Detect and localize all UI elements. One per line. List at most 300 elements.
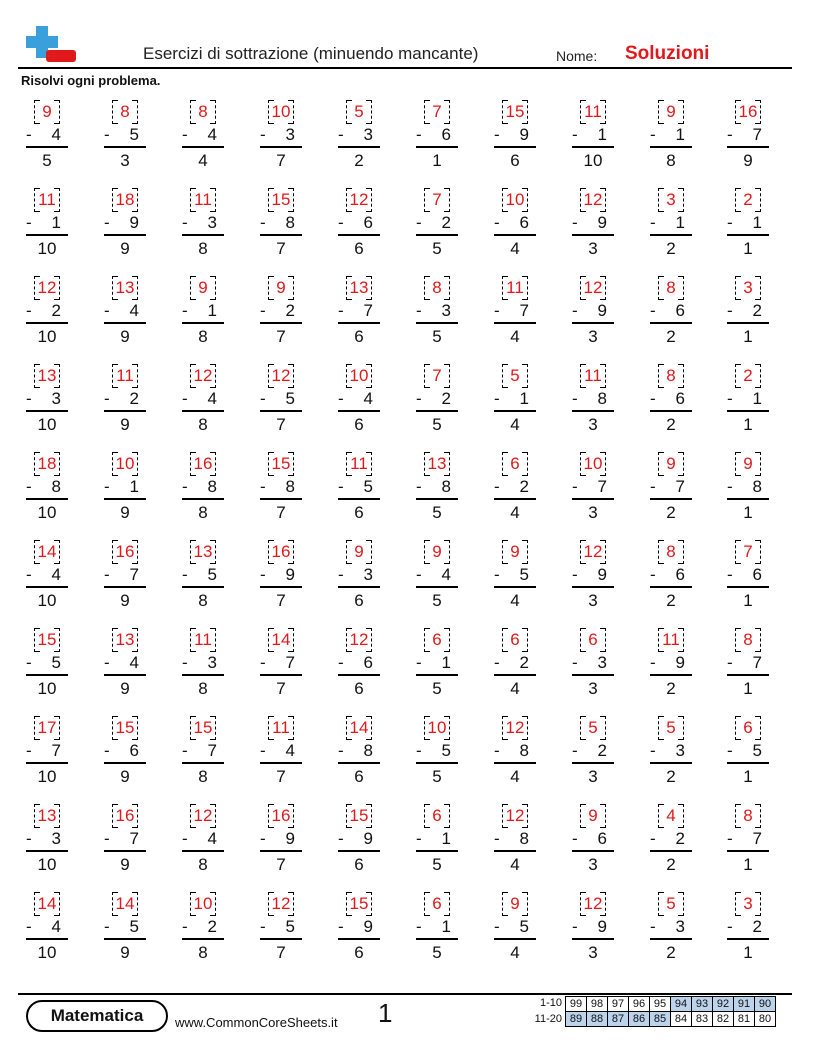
result-line: [494, 850, 536, 852]
minus-sign: -: [260, 917, 266, 936]
minus-sign: -: [104, 301, 110, 320]
difference: 10: [37, 679, 57, 698]
header-divider: [18, 67, 792, 69]
answer-box: [34, 100, 60, 126]
answer-minuend: 8: [120, 102, 130, 121]
problem: [260, 364, 302, 444]
subtrahend: 3: [207, 213, 217, 232]
answer-minuend: 11: [272, 718, 290, 737]
minus-sign: -: [650, 213, 656, 232]
answer-minuend: 6: [432, 806, 442, 825]
subtrahend: 5: [519, 917, 529, 936]
problem: [727, 276, 769, 356]
minus-sign: -: [182, 917, 188, 936]
difference: 5: [432, 943, 442, 962]
problem: [572, 188, 614, 268]
answer-box: [424, 276, 450, 302]
minus-sign: -: [182, 477, 188, 496]
difference: 4: [510, 415, 520, 434]
difference: 9: [120, 327, 130, 346]
result-line: [572, 762, 614, 764]
difference: 8: [198, 327, 208, 346]
subtrahend: 2: [441, 213, 451, 232]
answer-minuend: 5: [588, 718, 598, 737]
result-line: [260, 762, 302, 764]
result-line: [338, 322, 380, 324]
answer-box: [424, 452, 450, 478]
result-line: [338, 674, 380, 676]
minus-sign: -: [260, 565, 266, 584]
problem: [416, 804, 458, 884]
subtrahend: 4: [207, 829, 217, 848]
answer-minuend: 5: [666, 718, 676, 737]
score-cell: 88: [587, 1012, 608, 1027]
minus-sign: -: [338, 125, 344, 144]
difference: 9: [120, 591, 130, 610]
answer-box: [502, 100, 528, 126]
answer-box: [735, 452, 761, 478]
answer-box: [424, 628, 450, 654]
minus-sign: -: [416, 653, 422, 672]
subtrahend: 8: [752, 477, 762, 496]
subtrahend: 9: [597, 301, 607, 320]
problem: [727, 100, 769, 180]
answer-box: [190, 628, 216, 654]
result-line: [494, 234, 536, 236]
minus-sign: -: [260, 477, 266, 496]
minus-sign: -: [260, 653, 266, 672]
difference: 10: [37, 855, 57, 874]
answer-minuend: 10: [271, 102, 291, 121]
result-line: [416, 146, 458, 148]
subtrahend: 5: [129, 917, 139, 936]
answer-minuend: 10: [583, 454, 603, 473]
problem: [727, 892, 769, 972]
minus-sign: -: [338, 477, 344, 496]
difference: 10: [37, 503, 57, 522]
problem: [260, 892, 302, 972]
answer-box: [346, 716, 372, 742]
answer-box: [580, 188, 606, 214]
result-line: [727, 498, 769, 500]
answer-box: [658, 716, 684, 742]
problem: [104, 716, 146, 796]
answer-minuend: 11: [506, 278, 524, 297]
minus-sign: -: [494, 125, 500, 144]
problem: [650, 364, 692, 444]
minus-sign: -: [26, 741, 32, 760]
problem: [104, 628, 146, 708]
difference: 1: [743, 327, 753, 346]
problem: [416, 716, 458, 796]
answer-minuend: 15: [271, 190, 291, 209]
answer-minuend: 8: [666, 278, 676, 297]
answer-minuend: 3: [743, 278, 753, 297]
answer-minuend: 15: [271, 454, 291, 473]
problem: [26, 628, 68, 708]
answer-minuend: 9: [666, 102, 676, 121]
answer-minuend: 16: [115, 806, 135, 825]
subtrahend: 6: [441, 125, 451, 144]
minus-sign: -: [727, 653, 733, 672]
minus-sign: -: [416, 565, 422, 584]
difference: 10: [37, 943, 57, 962]
answer-box: [34, 716, 60, 742]
minus-sign: -: [260, 829, 266, 848]
problem: [104, 452, 146, 532]
problem: [494, 716, 536, 796]
difference: 8: [198, 679, 208, 698]
result-line: [338, 498, 380, 500]
answer-box: [346, 276, 372, 302]
minus-sign: -: [26, 653, 32, 672]
score-cell: 89: [566, 1012, 587, 1027]
answer-box: [34, 452, 60, 478]
result-line: [182, 322, 224, 324]
result-line: [260, 410, 302, 412]
score-cell: 84: [671, 1012, 692, 1027]
problem: [494, 628, 536, 708]
difference: 1: [743, 943, 753, 962]
result-line: [260, 146, 302, 148]
score-row-label: 11-20: [534, 1013, 562, 1025]
score-cell: 87: [608, 1012, 629, 1027]
score-row-label: 1-10: [539, 997, 562, 1009]
answer-minuend: 4: [666, 806, 676, 825]
problem: [650, 716, 692, 796]
answer-minuend: 7: [432, 190, 442, 209]
answer-minuend: 12: [193, 806, 213, 825]
problem: [26, 540, 68, 620]
answer-minuend: 13: [115, 278, 135, 297]
minus-sign: -: [494, 565, 500, 584]
minus-sign: -: [494, 917, 500, 936]
answer-minuend: 6: [743, 718, 753, 737]
minus-sign: -: [26, 301, 32, 320]
result-line: [650, 322, 692, 324]
answer-minuend: 5: [666, 894, 676, 913]
subtrahend: 5: [363, 477, 373, 496]
subtrahend: 3: [363, 565, 373, 584]
difference: 9: [120, 855, 130, 874]
problem: [260, 276, 302, 356]
subtrahend: 4: [51, 917, 61, 936]
minus-sign: -: [572, 477, 578, 496]
minus-sign: -: [650, 741, 656, 760]
minus-sign: -: [727, 213, 733, 232]
result-line: [338, 234, 380, 236]
answer-minuend: 6: [588, 630, 598, 649]
minus-sign: -: [104, 565, 110, 584]
result-line: [727, 762, 769, 764]
subtrahend: 7: [129, 829, 139, 848]
answer-minuend: 3: [743, 894, 753, 913]
result-line: [182, 146, 224, 148]
subtrahend: 1: [752, 389, 762, 408]
difference: 7: [276, 239, 286, 258]
problem: [26, 188, 68, 268]
problem: [104, 364, 146, 444]
difference: 2: [666, 591, 676, 610]
subtrahend: 7: [752, 125, 762, 144]
answer-minuend: 18: [37, 454, 57, 473]
answer-minuend: 9: [198, 278, 208, 297]
difference: 3: [588, 943, 598, 962]
answer-minuend: 11: [194, 190, 212, 209]
problem: [338, 188, 380, 268]
difference: 9: [743, 151, 753, 170]
result-line: [416, 322, 458, 324]
answer-box: [346, 540, 372, 566]
minus-sign: -: [104, 389, 110, 408]
problem: [104, 892, 146, 972]
problem: [338, 452, 380, 532]
result-line: [182, 234, 224, 236]
subtrahend: 8: [519, 829, 529, 848]
problem: [104, 188, 146, 268]
subtrahend: 9: [285, 829, 295, 848]
answer-box: [502, 364, 528, 390]
problem: [182, 804, 224, 884]
subtrahend: 3: [675, 917, 685, 936]
result-line: [572, 410, 614, 412]
answer-minuend: 9: [510, 894, 520, 913]
result-line: [182, 586, 224, 588]
answer-minuend: 14: [37, 894, 57, 913]
result-line: [650, 146, 692, 148]
result-line: [494, 762, 536, 764]
problem: [572, 100, 614, 180]
answer-minuend: 13: [115, 630, 135, 649]
problem: [26, 452, 68, 532]
score-cell: 98: [587, 997, 608, 1012]
answer-minuend: 12: [505, 718, 525, 737]
page-title: Esercizi di sottrazione (minuendo mancante): [143, 44, 479, 63]
answer-minuend: 15: [193, 718, 213, 737]
minus-sign: -: [650, 389, 656, 408]
result-line: [416, 674, 458, 676]
problem: [650, 892, 692, 972]
problem-grid: [0, 100, 816, 980]
problem: [182, 276, 224, 356]
difference: 2: [666, 679, 676, 698]
answer-minuend: 13: [37, 806, 57, 825]
minus-sign: -: [104, 653, 110, 672]
subtrahend: 9: [363, 917, 373, 936]
answer-box: [502, 804, 528, 830]
result-line: [572, 674, 614, 676]
problem: [182, 628, 224, 708]
minus-sign: -: [260, 741, 266, 760]
difference: 5: [432, 327, 442, 346]
problem: [494, 188, 536, 268]
difference: 3: [588, 239, 598, 258]
problem: [26, 804, 68, 884]
result-line: [650, 762, 692, 764]
subtrahend: 4: [51, 565, 61, 584]
minus-sign: -: [650, 829, 656, 848]
result-line: [727, 322, 769, 324]
answer-box: [112, 804, 138, 830]
result-line: [416, 586, 458, 588]
answer-box: [658, 364, 684, 390]
difference: 4: [510, 767, 520, 786]
minus-sign: -: [572, 829, 578, 848]
subtrahend: 7: [285, 653, 295, 672]
page-number: 1: [378, 998, 393, 1028]
difference: 5: [432, 767, 442, 786]
answer-minuend: 6: [510, 630, 520, 649]
answer-minuend: 12: [193, 366, 213, 385]
subtrahend: 4: [363, 389, 373, 408]
answer-minuend: 7: [743, 542, 753, 561]
subtrahend: 2: [51, 301, 61, 320]
subtrahend: 3: [441, 301, 451, 320]
answer-minuend: 16: [271, 806, 291, 825]
result-line: [26, 762, 68, 764]
problem: [494, 540, 536, 620]
subtrahend: 6: [519, 213, 529, 232]
minus-sign: -: [260, 213, 266, 232]
answer-box: [190, 540, 216, 566]
score-table: [565, 996, 776, 1027]
subtrahend: 3: [285, 125, 295, 144]
result-line: [104, 586, 146, 588]
minus-sign: -: [338, 389, 344, 408]
difference: 1: [743, 239, 753, 258]
answer-box: [502, 452, 528, 478]
result-line: [260, 850, 302, 852]
problem: [494, 892, 536, 972]
subtrahend: 1: [675, 213, 685, 232]
answer-box: [658, 804, 684, 830]
minus-sign: -: [182, 301, 188, 320]
subtrahend: 6: [597, 829, 607, 848]
difference: 3: [588, 327, 598, 346]
answer-box: [658, 540, 684, 566]
subtrahend: 5: [285, 917, 295, 936]
problem: [104, 804, 146, 884]
difference: 6: [354, 943, 364, 962]
problem: [338, 540, 380, 620]
minus-sign: -: [494, 213, 500, 232]
result-line: [572, 586, 614, 588]
minus-sign: -: [416, 477, 422, 496]
answer-minuend: 12: [349, 190, 369, 209]
problem: [338, 804, 380, 884]
subtrahend: 2: [597, 741, 607, 760]
result-line: [572, 234, 614, 236]
score-cell: 83: [692, 1012, 713, 1027]
answer-box: [112, 628, 138, 654]
answer-box: [346, 100, 372, 126]
answer-minuend: 12: [271, 894, 291, 913]
difference: 10: [583, 151, 603, 170]
answer-box: [112, 188, 138, 214]
subtrahend: 4: [207, 389, 217, 408]
difference: 6: [354, 415, 364, 434]
minus-sign: -: [26, 389, 32, 408]
subtrahend: 8: [285, 477, 295, 496]
answer-minuend: 6: [432, 894, 442, 913]
problem: [727, 540, 769, 620]
problem: [650, 188, 692, 268]
subtrahend: 9: [675, 653, 685, 672]
result-line: [650, 938, 692, 940]
problem: [26, 100, 68, 180]
problem: [572, 364, 614, 444]
result-line: [260, 938, 302, 940]
answer-minuend: 10: [115, 454, 135, 473]
subtrahend: 7: [129, 565, 139, 584]
difference: 2: [354, 151, 364, 170]
answer-minuend: 8: [743, 630, 753, 649]
problem: [416, 276, 458, 356]
answer-box: [34, 188, 60, 214]
answer-box: [190, 100, 216, 126]
problem: [338, 100, 380, 180]
score-cell: 94: [671, 997, 692, 1012]
result-line: [182, 938, 224, 940]
answer-box: [502, 892, 528, 918]
minus-sign: -: [650, 917, 656, 936]
answer-box: [190, 364, 216, 390]
instructions: Risolvi ogni problema.: [21, 73, 161, 88]
problem: [260, 452, 302, 532]
minus-sign: -: [494, 829, 500, 848]
answer-minuend: 10: [505, 190, 525, 209]
answer-box: [424, 716, 450, 742]
subtrahend: 3: [597, 653, 607, 672]
answer-box: [658, 892, 684, 918]
subtrahend: 1: [129, 477, 139, 496]
difference: 5: [432, 415, 442, 434]
answer-box: [735, 892, 761, 918]
result-line: [26, 234, 68, 236]
problem: [650, 100, 692, 180]
difference: 2: [666, 239, 676, 258]
difference: 9: [120, 943, 130, 962]
answer-minuend: 11: [584, 102, 602, 121]
difference: 7: [276, 591, 286, 610]
subtrahend: 9: [597, 213, 607, 232]
result-line: [494, 674, 536, 676]
subtrahend: 5: [752, 741, 762, 760]
difference: 1: [743, 503, 753, 522]
difference: 7: [276, 679, 286, 698]
result-line: [104, 322, 146, 324]
footer-divider: [18, 993, 792, 995]
difference: 1: [743, 415, 753, 434]
problem: [650, 276, 692, 356]
subtrahend: 8: [597, 389, 607, 408]
difference: 9: [120, 239, 130, 258]
score-cell: 80: [755, 1012, 776, 1027]
answer-box: [580, 452, 606, 478]
subtrahend: 9: [597, 917, 607, 936]
difference: 8: [198, 239, 208, 258]
minus-sign: -: [26, 917, 32, 936]
answer-minuend: 9: [588, 806, 598, 825]
difference: 6: [354, 591, 364, 610]
minus-sign: -: [182, 741, 188, 760]
problem: [727, 804, 769, 884]
subtrahend: 1: [675, 125, 685, 144]
answer-box: [424, 540, 450, 566]
subtrahend: 4: [285, 741, 295, 760]
problem: [104, 100, 146, 180]
minus-sign: -: [572, 213, 578, 232]
